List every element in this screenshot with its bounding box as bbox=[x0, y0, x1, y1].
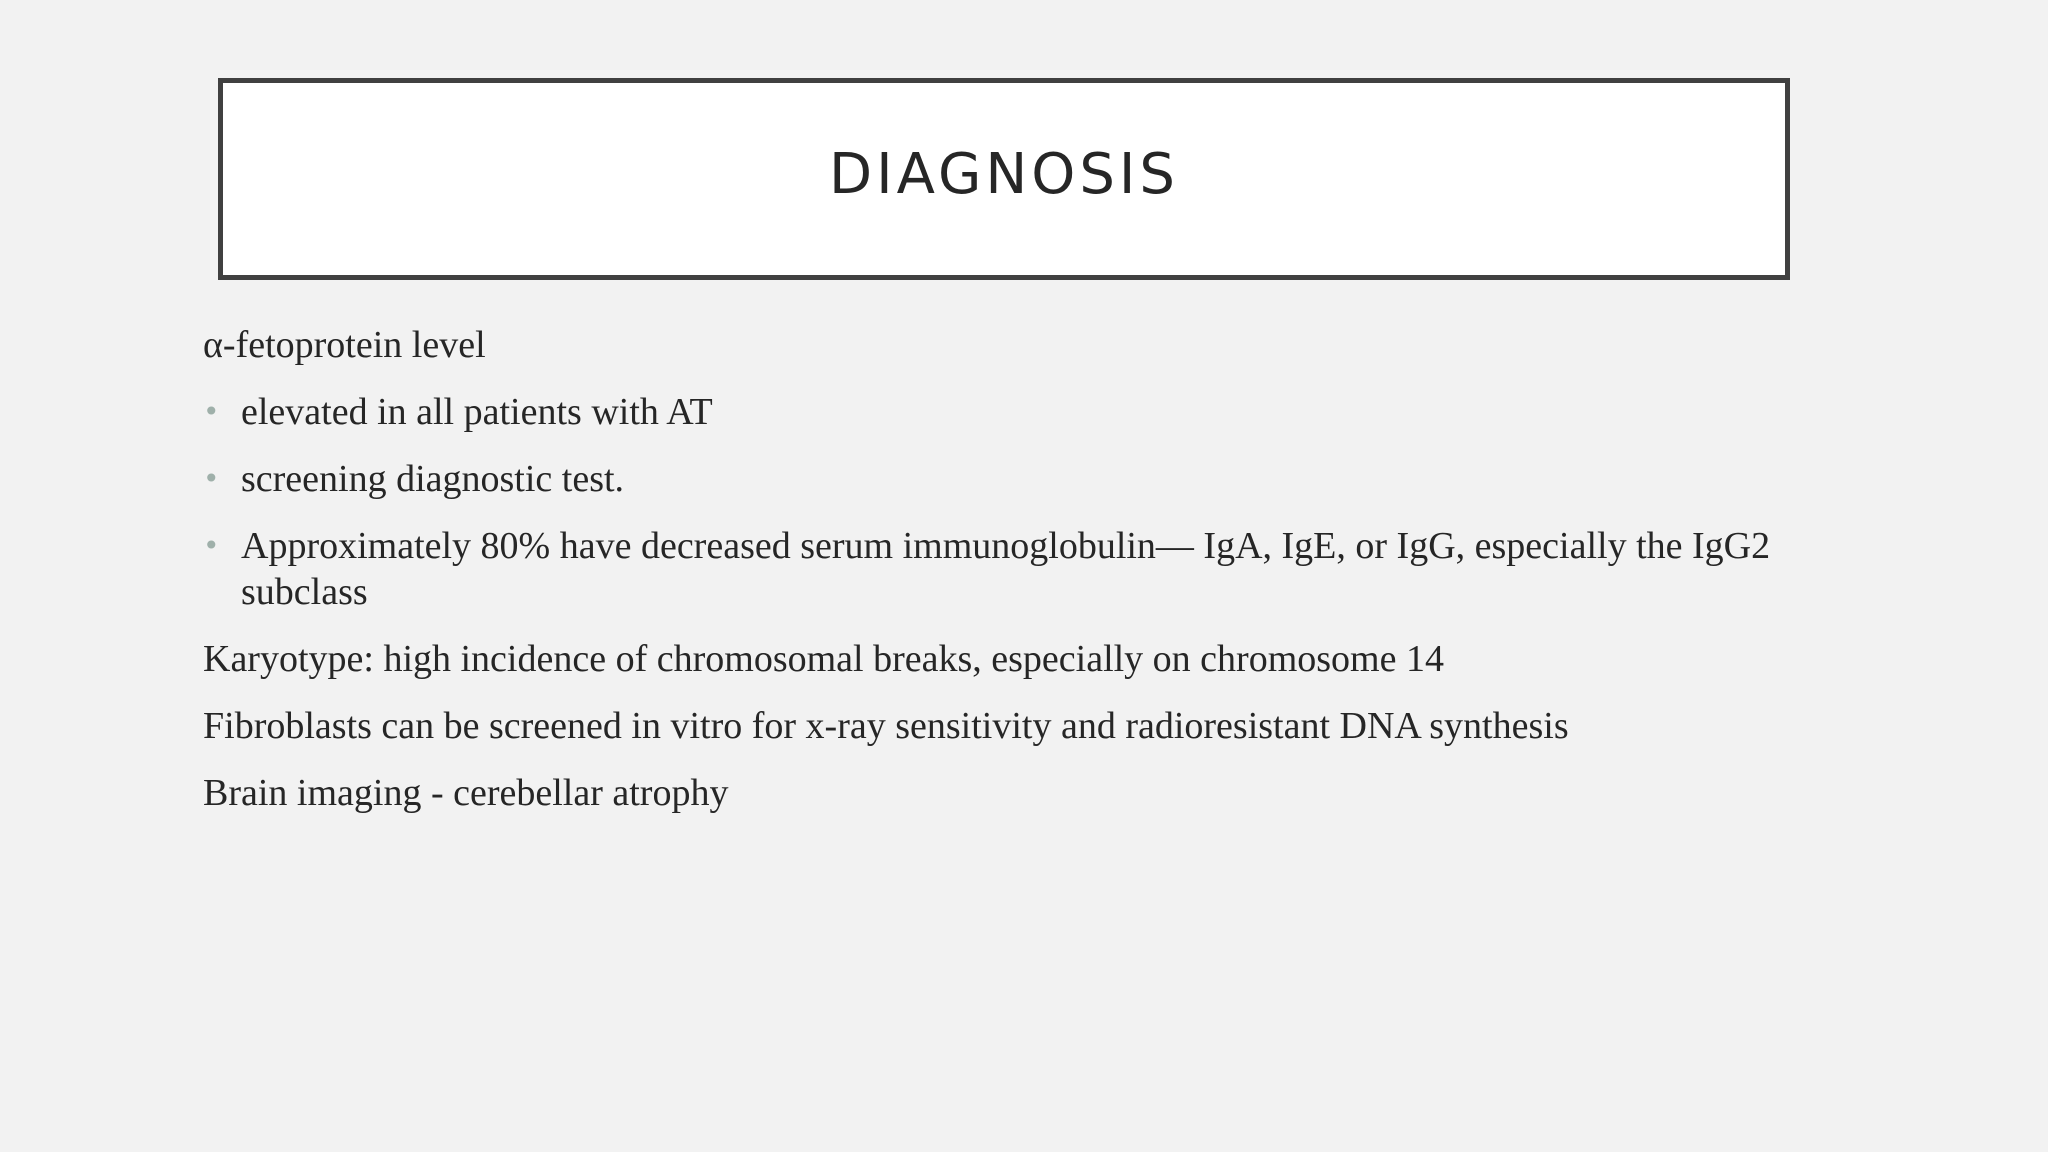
bullet-item bbox=[203, 523, 1813, 615]
bullet-item bbox=[203, 456, 1813, 502]
paragraph-fibroblasts: Fibroblasts can be screened in vitro for x-ray sensitivity and radioresistant DNA synthesis bbox=[203, 705, 1569, 747]
slide-content bbox=[203, 322, 1813, 837]
title-box bbox=[218, 78, 1790, 280]
bullet-item bbox=[203, 389, 1813, 435]
bullet-icon: • bbox=[203, 529, 220, 562]
bullet-icon: • bbox=[203, 395, 220, 428]
intro-line: α-fetoprotein level bbox=[203, 324, 486, 366]
bullet-text: Approximately 80% have decreased serum immunoglobulin— IgA, IgE, or IgG, especially the IgG2 subclass bbox=[241, 525, 1771, 613]
slide-title: DIAGNOSIS bbox=[829, 141, 1179, 207]
bullet-text: screening diagnostic test. bbox=[241, 458, 625, 500]
bullet-text: elevated in all patients with AT bbox=[241, 391, 713, 433]
bullet-icon: • bbox=[203, 462, 220, 495]
paragraph-brain-imaging: Brain imaging - cerebellar atrophy bbox=[203, 772, 729, 814]
paragraph-karyotype: Karyotype: high incidence of chromosomal breaks, especially on chromosome 14 bbox=[203, 638, 1444, 680]
